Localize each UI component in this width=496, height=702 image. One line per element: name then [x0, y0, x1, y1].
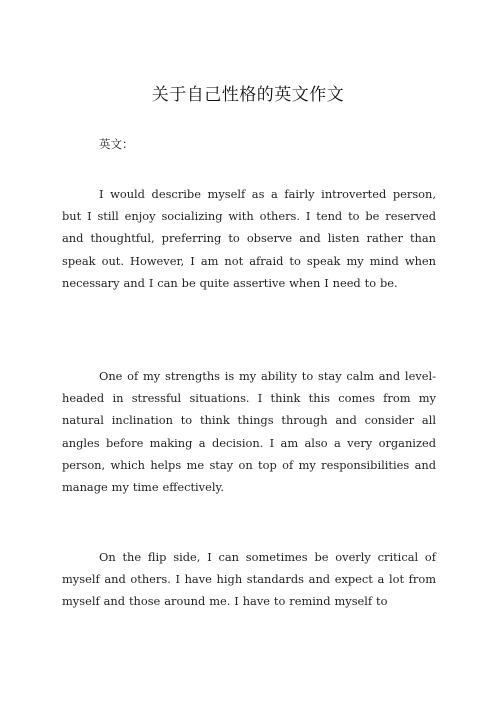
document-title: 关于自己性格的英文作文	[151, 85, 345, 105]
paragraph-1: I would describe myself as a fairly introverted person, but I still enjoy socializing with others. I tend to be reserved and thoughtful, preferring to observe and listen rather than speak out. However, I am not afraid to speak my mind when necessary and I can be quite assertive when I need to be.	[62, 187, 436, 290]
paragraph-2: One of my strengths is my ability to stay calm and level-headed in stressful situations. I think this comes from my natural inclination to think things through and consider all angles before making a decision. I am also a very organized person, which helps me stay on top of my responsibilities and manage my time effectively.	[62, 369, 436, 495]
section-label: 英文：	[99, 137, 134, 151]
paragraph-3: On the flip side, I can sometimes be overly critical of myself and others. I have high standards and expect a lot from myself and those around me. I have to remind myself to	[62, 550, 436, 609]
